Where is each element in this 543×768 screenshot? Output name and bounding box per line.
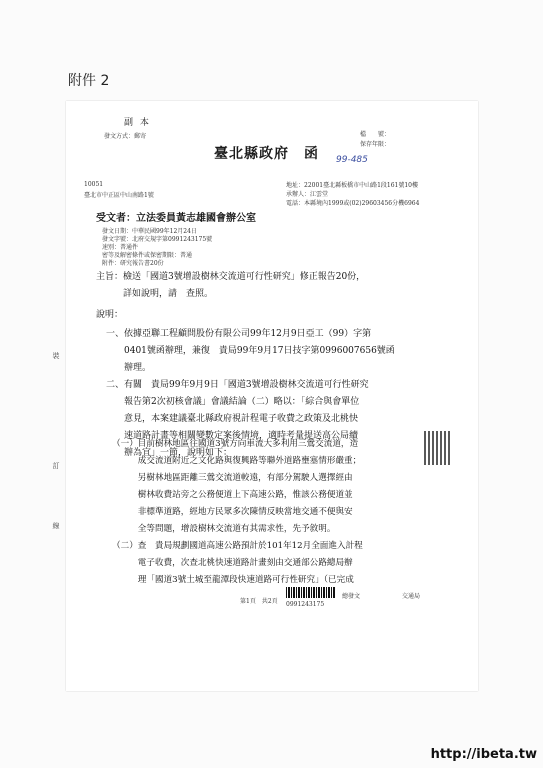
subitem-line: 樹林收費站旁之公務便道上下高速公路，惟該公務便道並 (112, 490, 353, 500)
item-line: 二、有關 貴局99年9月9日「國道3號增設樹林交流道可行性研究 (106, 380, 369, 390)
attachment-label: 附件 2 (68, 73, 110, 89)
document-title: 臺北縣政府 函 (214, 146, 319, 162)
subitem-line: 另樹林地區距離三鶯交流道較遠，有部分駕駛人選擇經由 (112, 473, 353, 483)
barcode-number: 0991243175 (286, 601, 325, 608)
item-line: 0401號函辦理，兼復 貴局99年9月17日技字第0996007656號函 (106, 346, 395, 356)
page-number: 第1頁 共2頁 (240, 598, 278, 605)
seal-left: 總發文 (342, 593, 361, 600)
handwritten-number: 99-485 (336, 155, 368, 165)
subitem-line: 理「國道3號土城至龍潭段快速道路可行性研究」（已完成 (112, 575, 354, 585)
meta-attachment: 附件：研究報告書20份 (102, 260, 164, 267)
binding-mark: 訂 (52, 462, 60, 470)
subitem-line: 非標準道路，經地方民眾多次陳情反映當地交通不便與安 (112, 507, 353, 517)
sender-address: 地址：22001臺北縣板橋市中山路1段161號10樓 (286, 182, 418, 189)
meta-speed: 速別：普通件 (102, 244, 139, 251)
meta-security: 密等及解密條件或保密期限：普通 (102, 252, 193, 259)
meta-number: 發文字號：北府交規字第0991243175號 (102, 236, 213, 243)
binding-mark: 裝 (52, 352, 60, 360)
meta-date: 發文日期：中華民國99年12月24日 (102, 228, 197, 235)
qr-code (424, 431, 452, 465)
barcode (286, 587, 336, 598)
item-line: 速道路計畫等相關變數定案後情境，適時考量提送高公局續 (106, 431, 359, 441)
binding-mark: 線 (52, 522, 60, 530)
send-method: 發文方式：郵寄 (104, 133, 147, 140)
subitem-line: 成交流道附近之文化路與復興路等聯外道路壅塞情形嚴重； (112, 456, 362, 466)
seal-right: 交通局 (402, 593, 421, 600)
file-no-label: 檔 號： (360, 131, 391, 138)
item-line: 一、依據亞聯工程顧問股份有限公司99年12月9日亞工（99）字第 (106, 329, 372, 339)
subject-line: 主旨：檢送「國道3號增設樹林交流道可行性研究」修正報告20份， (96, 272, 366, 282)
subitem-line: （一）目前樹林地區往國道3號方向車流大多利用三鶯交流道，造 (112, 439, 359, 449)
addressee-zip: 10051 (84, 181, 104, 188)
subitem-line: （二）查 貴局規劃國道高速公路預計於101年12月全面進入計程 (112, 541, 363, 551)
subitem-line: 電子收費，次查北桃快速道路計畫刻由交通部公路總局辦 (112, 558, 353, 568)
subitem-line: 全等問題，增設樹林交流道有其需求性，先予敘明。 (112, 524, 336, 534)
addressee-address: 臺北市中正區中山南路1號 (84, 192, 154, 199)
explain-label: 說明： (96, 310, 124, 320)
item-line: 辦理。 (106, 363, 152, 373)
keep-years-label: 保存年限： (360, 141, 391, 148)
item-line: 辦為宜」一節，說明如下： (106, 448, 233, 458)
copy-label: 副 本 (124, 118, 151, 128)
sender-phone: 電話：本縣境內1999或(02)29603456分機6964 (286, 200, 420, 207)
recipient: 受文者：立法委員黃志雄國會辦公室 (96, 213, 256, 224)
item-line: 意見，本案建議臺北縣政府視計程電子收費之政策及北桃快 (106, 414, 359, 424)
document-page (52, 101, 478, 691)
sender-contact: 承辦人：江雲堂 (286, 191, 329, 198)
watermark: http://ibeta.tw (430, 747, 537, 762)
item-line: 報告第2次初核會議」會議結論（二）略以：「綜合與會單位 (106, 397, 360, 407)
subject-line: 詳如說明，請 查照。 (96, 289, 214, 299)
